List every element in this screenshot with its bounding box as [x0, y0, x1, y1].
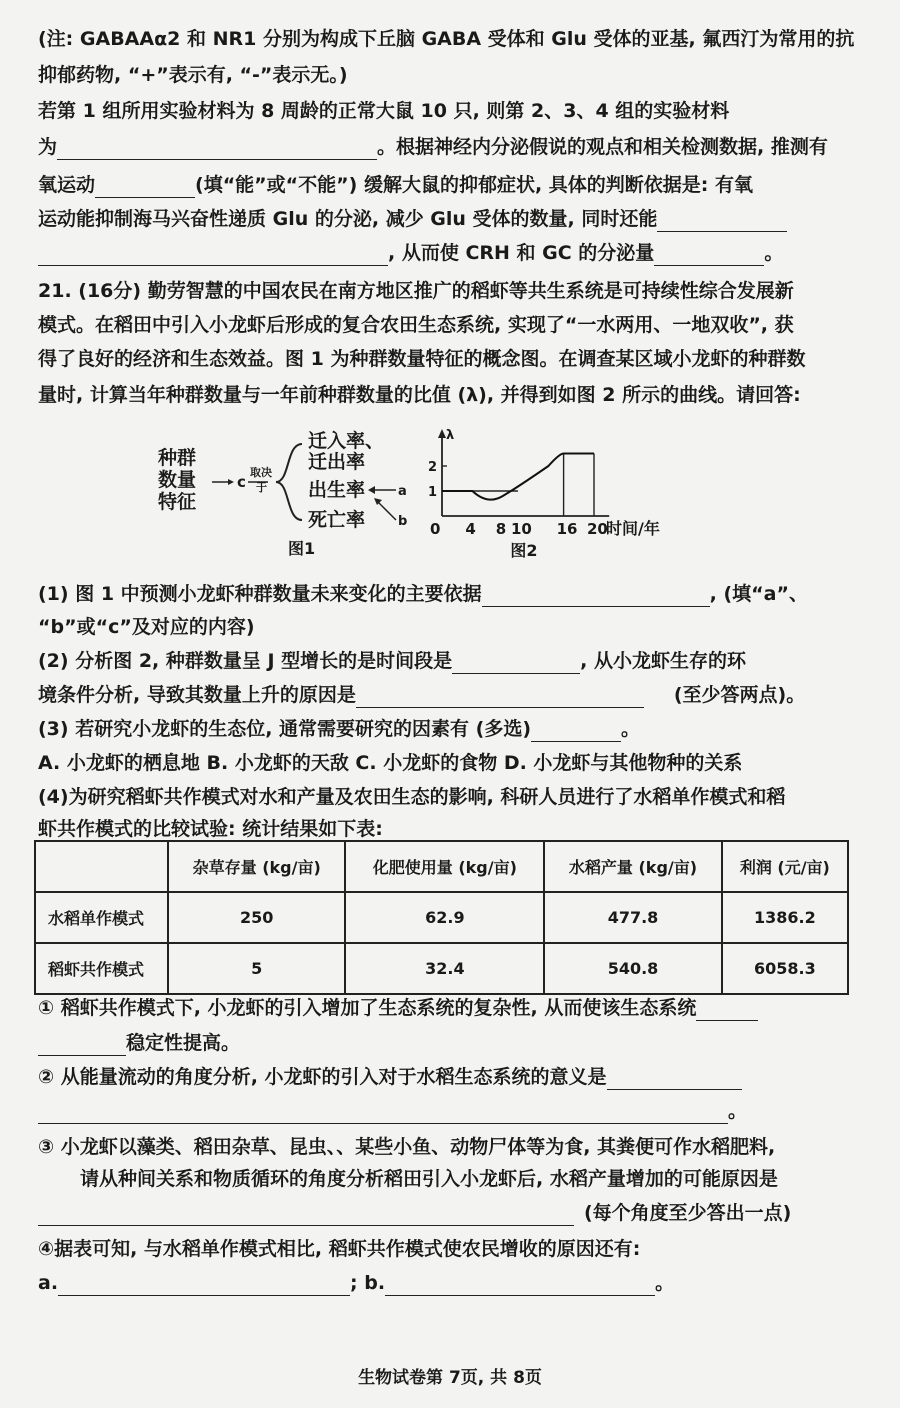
lambda-curve — [442, 454, 594, 500]
sub-question-1-cont: 稳定性提高。 — [38, 1030, 240, 1056]
q21-part2-line-1: (2) 分析图 2, 种群数量呈 J 型增长的是时间段是 , 从小龙虾生存的环 — [38, 650, 747, 672]
page-footer: 生物试卷第 7页, 共 8页 — [358, 1368, 542, 1388]
y-tick-label: 1 — [428, 485, 438, 500]
fig1-label-b: b — [398, 514, 408, 529]
answer-blank[interactable] — [607, 1069, 742, 1090]
table-header-cell: 水稻产量 (kg/亩) — [544, 841, 721, 892]
x-tick-label: 8 — [495, 520, 507, 538]
q21-intro-3: 得了良好的经济和生态效益。图 1 为种群数量特征的概念图。在调查某区域小龙虾的种群数 — [38, 348, 806, 370]
q20-line-4: 为 。根据神经内分泌假说的观点和相关检测数据, 推测有 — [38, 136, 828, 158]
q20-line-3: 若第 1 组所用实验材料为 8 周龄的正常大鼠 10 只, 则第 2、3、4 组的实验材料 — [38, 100, 730, 122]
table-header-cell: 化肥使用量 (kg/亩) — [345, 841, 544, 892]
fig1-left-3: 特征 — [158, 491, 197, 513]
answer-blank[interactable] — [58, 1275, 350, 1296]
q21-part4-line-1: (4)为研究稻虾共作模式对水和产量及农田生态的影响, 科研人员进行了水稻单作模式和稻 — [38, 786, 786, 808]
x-tick-label: 10 — [511, 520, 532, 538]
q21-part2-line-2: 境条件分析, 导致其数量上升的原因是 (至少答两点)。 — [38, 684, 806, 706]
fig1-item-2: 迁出率 — [308, 451, 366, 473]
sub-question-4-answers: a. ; b. 。 — [38, 1272, 675, 1294]
table-row — [35, 943, 848, 994]
comparison-table — [34, 840, 849, 995]
table-header-row — [35, 841, 848, 892]
q20-line-7: , 从而使 CRH 和 GC 的分泌量 。 — [38, 240, 783, 266]
fig1-decide-2: 于 — [256, 481, 267, 494]
answer-blank[interactable] — [696, 1000, 758, 1021]
x-tick-label: 0 — [430, 520, 441, 538]
x-tick-label: 4 — [465, 520, 476, 538]
figures — [150, 420, 730, 560]
table-cell: 540.8 — [544, 943, 721, 994]
q21-intro-4: 量时, 计算当年种群数量与一年前种群数量的比值 (λ), 并得到如图 2 所示的曲线。请回答: — [38, 384, 801, 406]
fig1-left-2: 数量 — [158, 469, 197, 491]
y-axis-arrow — [438, 429, 446, 438]
fig1-label-c: c — [237, 473, 246, 491]
table-header-cell — [35, 841, 168, 892]
table-header-cell: 杂草存量 (kg/亩) — [168, 841, 345, 892]
answer-blank[interactable] — [38, 1035, 126, 1056]
table-cell: 1386.2 — [722, 892, 848, 943]
fig1-caption: 图1 — [288, 539, 316, 558]
sub-question-3-blank: (每个角度至少答出一点) — [38, 1200, 791, 1226]
x-tick-label: 20 — [587, 520, 608, 538]
q20-line-5: 氧运动 (填“能”或“不能”) 缓解大鼠的抑郁症状, 具体的判断依据是: 有氧 — [38, 174, 753, 196]
q20-line-6: 运动能抑制海马兴奋性递质 Glu 的分泌, 减少 Glu 受体的数量, 同时还能 — [38, 206, 787, 232]
answer-blank[interactable] — [57, 139, 377, 160]
answer-blank[interactable] — [657, 211, 787, 232]
y-tick-label: 2 — [428, 460, 438, 475]
sub-question-3-cont: 请从种间关系和物质循环的角度分析稻田引入小龙虾后, 水稻产量增加的可能原因是 — [80, 1168, 778, 1190]
table-cell: 32.4 — [345, 943, 544, 994]
table-cell: 5 — [168, 943, 345, 994]
fig2-caption: 图2 — [510, 541, 538, 560]
answer-blank[interactable] — [531, 721, 621, 742]
q21-intro-2: 模式。在稻田中引入小龙虾后形成的复合农田生态系统, 实现了“一水两用、一地双收”, 获 — [38, 314, 794, 336]
x-tick-label: 16 — [556, 520, 578, 538]
q21-part4-line-2: 虾共作模式的比较试验: 统计结果如下表: — [38, 818, 383, 840]
table-cell: 6058.3 — [722, 943, 848, 994]
fig1-left-1: 种群 — [158, 447, 197, 469]
figure-1 — [157, 429, 407, 558]
x-axis-label: 时间/年 — [606, 519, 660, 538]
fig1-label-a: a — [398, 484, 407, 499]
sub-question-2-cont: 。 — [38, 1098, 747, 1124]
table-cell: 250 — [168, 892, 345, 943]
sub-question-4: ④据表可知, 与水稻单作模式相比, 稻虾共作模式使农民增收的原因还有: — [38, 1238, 641, 1260]
note-line-2: 抑郁药物, “+”表示有, “-”表示无。) — [38, 64, 348, 86]
fig1-item-3: 出生率 — [308, 479, 366, 501]
fig1-item-4: 死亡率 — [308, 509, 366, 531]
answer-blank[interactable] — [452, 653, 580, 674]
note-line-1: (注: GABAAα2 和 NR1 分别为构成下丘脑 GABA 受体和 Glu 受体的亚基, 氟西汀为常用的抗 — [38, 28, 855, 50]
sub-question-1: ① 稻虾共作模式下, 小龙虾的引入增加了生态系统的复杂性, 从而使该生态系统 — [38, 995, 758, 1021]
answer-blank[interactable] — [95, 177, 195, 198]
answer-blank[interactable] — [482, 586, 710, 607]
table-row — [35, 892, 848, 943]
answer-blank[interactable] — [38, 1103, 728, 1124]
answer-blank[interactable] — [38, 245, 388, 266]
table-header-cell: 利润 (元/亩) — [722, 841, 848, 892]
q21-intro-1: 21. (16分) 勤劳智慧的中国农民在南方地区推广的稻虾等共生系统是可持续性综合发展新 — [38, 280, 794, 302]
figure-2-chart — [428, 428, 660, 560]
q21-part3-line-1: (3) 若研究小龙虾的生态位, 通常需要研究的因素有 (多选) 。 — [38, 718, 641, 740]
table-cell: 477.8 — [544, 892, 721, 943]
table-cell: 水稻单作模式 — [35, 892, 168, 943]
answer-blank[interactable] — [385, 1275, 655, 1296]
y-axis-label: λ — [446, 428, 455, 443]
q21-part1-line-2: “b”或“c”及对应的内容) — [38, 616, 255, 638]
fig1-decide-1: 取决 — [250, 466, 272, 479]
answer-blank[interactable] — [38, 1205, 574, 1226]
q21-part3-options: A. 小龙虾的栖息地 B. 小龙虾的天敌 C. 小龙虾的食物 D. 小龙虾与其他物种的关系 — [38, 752, 743, 774]
sub-question-3: ③ 小龙虾以藻类、稻田杂草、昆虫、、某些小鱼、动物尸体等为食, 其粪便可作水稻肥料, — [38, 1136, 776, 1158]
table-cell: 稻虾共作模式 — [35, 943, 168, 994]
q21-part1-line-1: (1) 图 1 中预测小龙虾种群数量未来变化的主要依据 , (填“a”、 — [38, 583, 808, 605]
fig1-item-1: 迁入率、 — [308, 430, 385, 452]
sub-question-2: ② 从能量流动的角度分析, 小龙虾的引入对于水稻生态系统的意义是 — [38, 1064, 742, 1090]
table-cell: 62.9 — [345, 892, 544, 943]
answer-blank[interactable] — [654, 245, 764, 266]
answer-blank[interactable] — [356, 687, 644, 708]
